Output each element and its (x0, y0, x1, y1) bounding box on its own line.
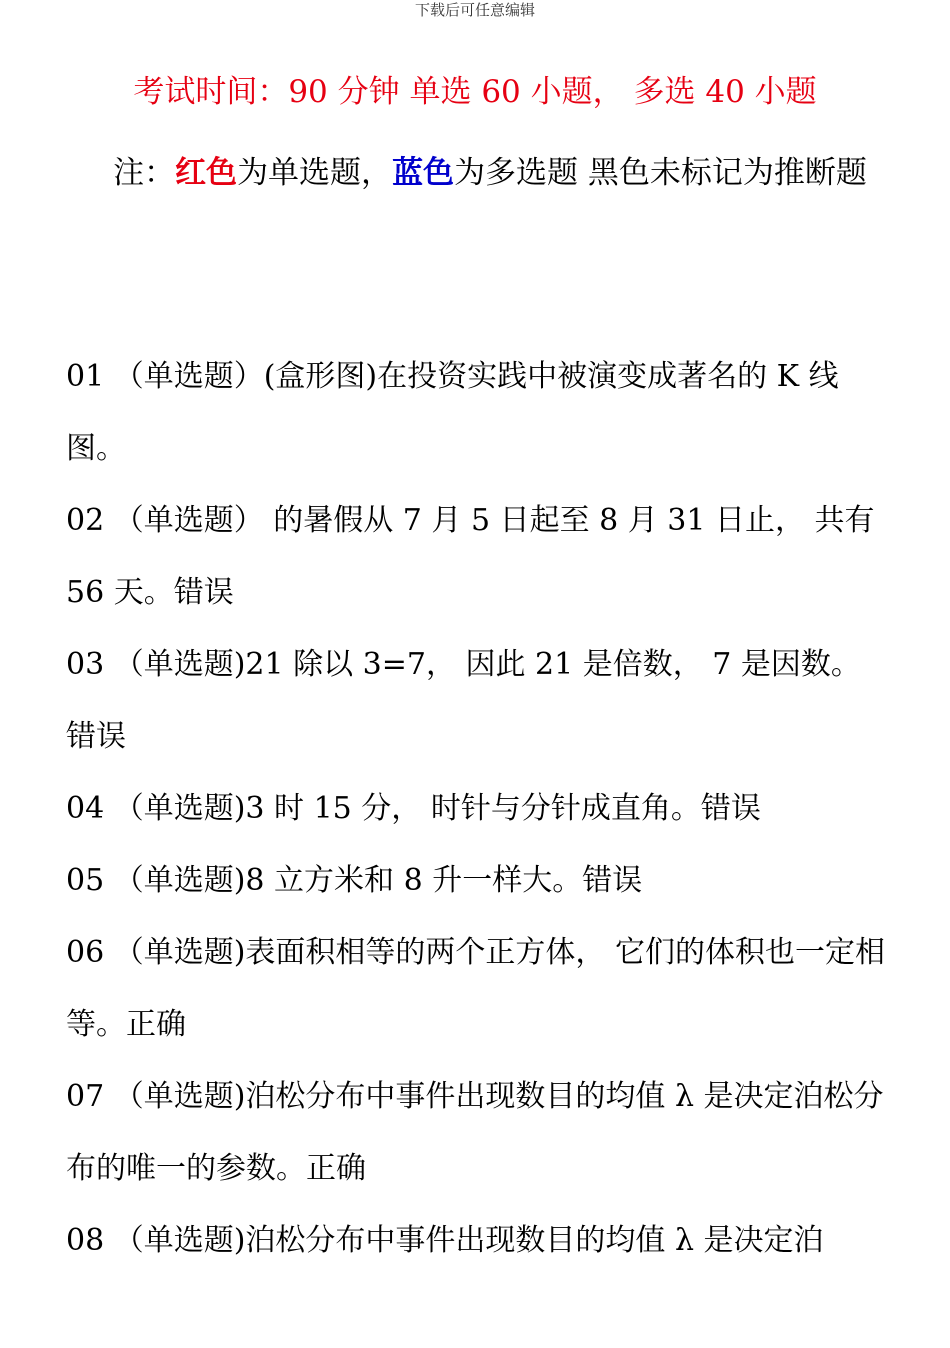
question-item: 03 （单选题)21 除以 3=7， 因此 21 是倍数， 7 是因数。错误 (66, 647, 861, 754)
legend-note (100, 136, 880, 210)
note-red-label: 红色 (175, 155, 238, 191)
note-after-red: 为单选题， (237, 155, 393, 191)
question-list (66, 341, 888, 1277)
page-header: 下载后可任意编辑 (414, 1, 535, 19)
question-item: 01 （单选题）(盒形图)在投资实践中被演变成著名的 K 线图。 (66, 359, 839, 466)
note-blue-label: 蓝色 (392, 155, 455, 191)
question-item: 06 （单选题)表面积相等的两个正方体， 它们的体积也一定相等。正确 (66, 935, 885, 1042)
question-item: 07 （单选题)泊松分布中事件出现数目的均值 λ 是决定泊松分布的唯一的参数。正确 (66, 1079, 884, 1186)
question-item: 05 （单选题)8 立方米和 8 升一样大。错误 (66, 863, 643, 898)
note-after-blue: 为多选题 黑色未标记为推断题 (454, 155, 867, 191)
exam-info: 考试时间：90 分钟 单选 60 小题， 多选 40 小题 (133, 74, 817, 110)
question-item: 08 （单选题)泊松分布中事件出现数目的均值 λ 是决定泊 (66, 1223, 824, 1258)
question-item: 04 （单选题)3 时 15 分， 时针与分针成直角。错误 (66, 791, 761, 826)
note-prefix: 注： (113, 155, 176, 191)
question-item: 02 （单选题） 的暑假从 7 月 5 日起至 8 月 31 日止， 共有 56 天。错误 (66, 503, 875, 610)
